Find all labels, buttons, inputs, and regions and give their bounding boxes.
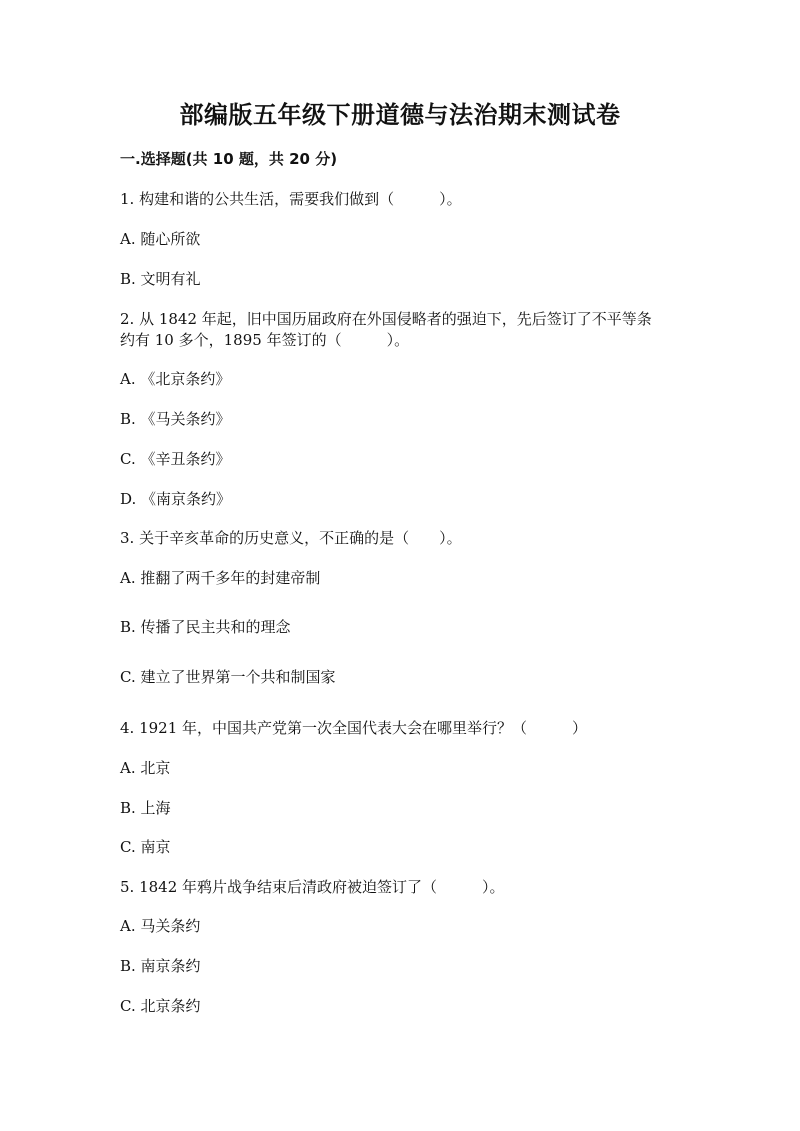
question-5-option-a: A. 马关条约 [120, 917, 201, 935]
question-2-stem-line-1: 2. 从 1842 年起，旧中国历届政府在外国侵略者的强迫下，先后签订了不平等条 [120, 310, 652, 328]
section-heading: 一.选择题(共 10 题，共 20 分) [120, 150, 338, 168]
page-title: 部编版五年级下册道德与法治期末测试卷 [179, 101, 621, 129]
question-3-option-a: A. 推翻了两千多年的封建帝制 [120, 569, 321, 587]
question-4-stem: 4. 1921 年，中国共产党第一次全国代表大会在哪里举行？（ ） [120, 719, 588, 737]
question-5-option-b: B. 南京条约 [120, 957, 201, 975]
question-5-option-c: C. 北京条约 [120, 997, 201, 1015]
question-2-option-d: D. 《南京条约》 [120, 490, 232, 508]
question-4-option-a: A. 北京 [120, 759, 171, 777]
question-5-stem: 5. 1842 年鸦片战争结束后清政府被迫签订了（ ）。 [120, 878, 505, 896]
question-1-stem: 1. 构建和谐的公共生活，需要我们做到（ ）。 [120, 190, 462, 208]
question-2-option-c: C. 《辛丑条约》 [120, 450, 231, 468]
question-2-stem-line-2: 约有 10 多个，1895 年签订的（ ）。 [120, 331, 410, 349]
question-2-option-a: A. 《北京条约》 [120, 370, 231, 388]
question-4-option-b: B. 上海 [120, 799, 171, 817]
question-3-option-c: C. 建立了世界第一个共和制国家 [120, 668, 336, 686]
question-3-option-b: B. 传播了民主共和的理念 [120, 618, 291, 636]
question-4-option-c: C. 南京 [120, 838, 171, 856]
question-2-option-b: B. 《马关条约》 [120, 410, 231, 428]
question-1-option-b: B. 文明有礼 [120, 270, 201, 288]
question-1-option-a: A. 随心所欲 [120, 230, 201, 248]
question-3-stem: 3. 关于辛亥革命的历史意义，不正确的是（ ）。 [120, 529, 462, 547]
